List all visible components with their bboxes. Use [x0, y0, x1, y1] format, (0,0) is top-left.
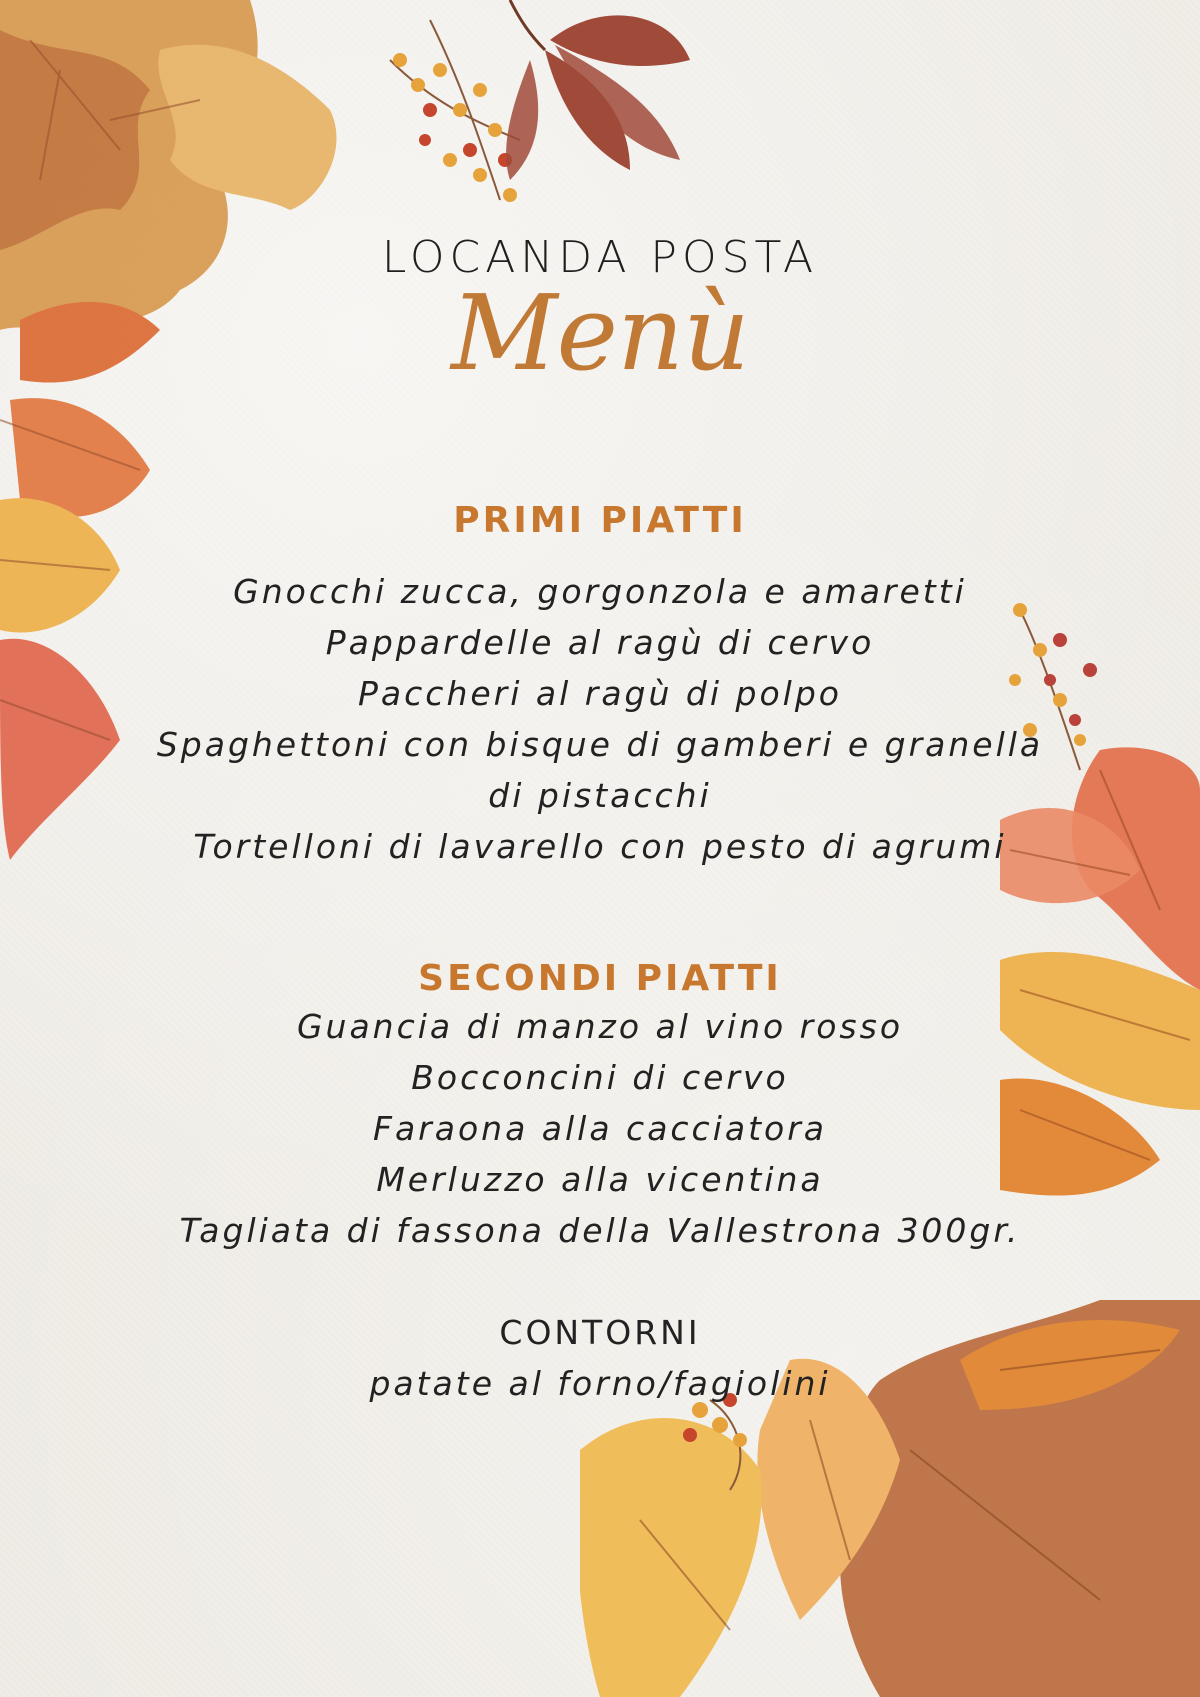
dish-item: Tortelloni di lavarello con pesto di agrumi [193, 827, 1007, 866]
sides-title: CONTORNI [499, 1313, 701, 1352]
dish-item: Gnocchi zucca, gorgonzola e amaretti [233, 572, 967, 611]
dish-item: Tagliata di fassona della Vallestrona 300gr. [179, 1211, 1021, 1250]
section-title-secondi: SECONDI PIATTI [418, 958, 782, 999]
sides-item: patate al forno/fagiolini [369, 1364, 831, 1403]
restaurant-name: LOCANDA POSTA [381, 232, 819, 283]
dish-list-secondi [0, 1001, 1200, 1256]
dish-item: Merluzzo alla vicentina [376, 1160, 824, 1199]
dish-item: Guancia di manzo al vino rosso [296, 1007, 904, 1046]
dish-item: Paccheri al ragù di polpo [358, 674, 842, 713]
menu-title: Menù [451, 272, 749, 394]
section-title-primi: PRIMI PIATTI [453, 500, 747, 541]
dish-item: Faraona alla cacciatora [372, 1109, 828, 1148]
sides-list [0, 1307, 1200, 1409]
dish-item: Pappardelle al ragù di cervo [325, 623, 875, 662]
dish-item: Bocconcini di cervo [411, 1058, 789, 1097]
dish-item: di pistacchi [488, 776, 712, 815]
dish-item: Spaghettoni con bisque di gamberi e granella [156, 725, 1044, 764]
dish-list-primi [0, 566, 1200, 872]
